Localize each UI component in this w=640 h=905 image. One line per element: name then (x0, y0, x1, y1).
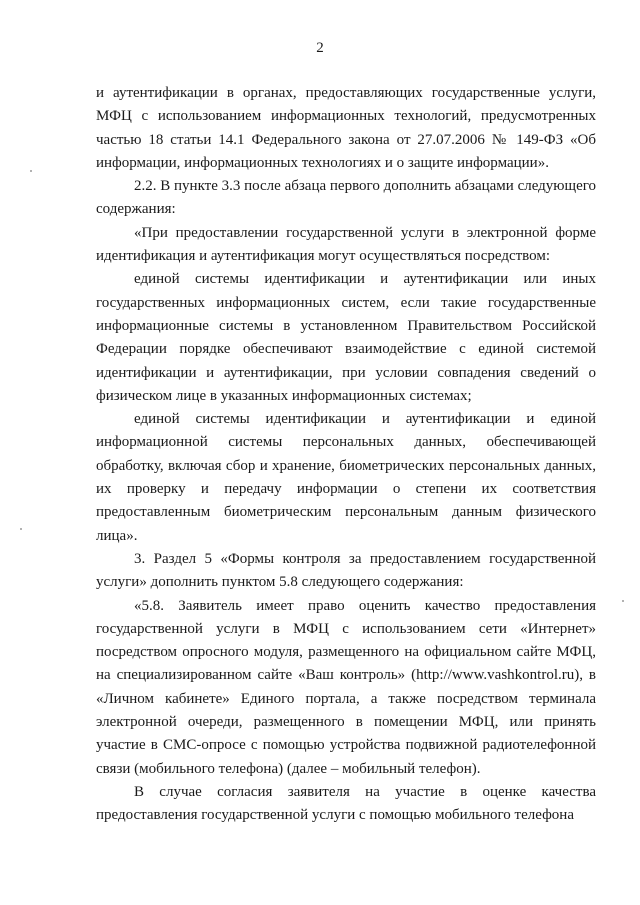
paragraph-section-5-amendment: 3. Раздел 5 «Формы контроля за предоставлением государственной услуги» дополнить пунктом 5.8 следующего содержания: (96, 550, 596, 591)
paragraph-5-8-quality-assessment: «5.8. Заявитель имеет право оценить качество предоставления государственной услуги в МФЦ с использованием сети «Интернет» посредством опросного модуля, размещенного на официальном сайте МФЦ, на специализированном сайте «Ваш контроль» (http://www.vashkontrol.ru), в «Личном кабинете» Единого портала, а также посредством терминала электронной очереди, размещенного в помещении МФЦ, или принять участие в СМС-опросе с помощью устройства подвижной радиотелефонной связи (мобильного телефона) (далее – мобильный телефон). (96, 597, 596, 777)
paragraph-unified-identification-system: единой системы идентификации и аутентификации или иных государственных информационных систем, если такие государственные информационные системы в установленном Правительством Российской Федерации порядке обеспечивают взаимодействие с единой системой идентификации и аутентификации, при условии совпадения сведений о физическом лице в указанных информационных системах; (96, 271, 596, 404)
paragraph-2-2-amendment: 2.2. В пункте 3.3 после абзаца первого дополнить абзацами следующего содержания: (96, 178, 596, 218)
paragraph-biometric-data-system: единой системы идентификации и аутентификации и единой информационной системы персональных данных, обеспечивающей обработку, включая сбор и хранение, биометрических персональных данных, их проверку и передачу информации о степени их соответствия предоставленным биометрическим персональным данным физического лица». (96, 411, 596, 544)
paragraph-mobile-consent: В случае согласия заявителя на участие в оценке качества предоставления государственной услуги с помощью мобильного телефона (96, 783, 596, 824)
page-number: 2 (316, 40, 324, 56)
document-body (96, 82, 596, 828)
paragraph-authentication-organs: и аутентификации в органах, предоставляющих государственные услуги, МФЦ с использованием информационных технологий, предусмотренных частью 18 статьи 14.1 Федерального закона от 27.07.2006 № 149-ФЗ «Об информации, информационных технологиях и о защите информации». (96, 85, 596, 171)
paragraph-electronic-form-intro: «При предоставлении государственной услуги в электронной форме идентификация и аутентификация могут осуществляться посредством: (96, 224, 596, 265)
scan-speck (622, 600, 624, 602)
scan-speck (30, 170, 32, 172)
scan-speck (20, 528, 22, 530)
